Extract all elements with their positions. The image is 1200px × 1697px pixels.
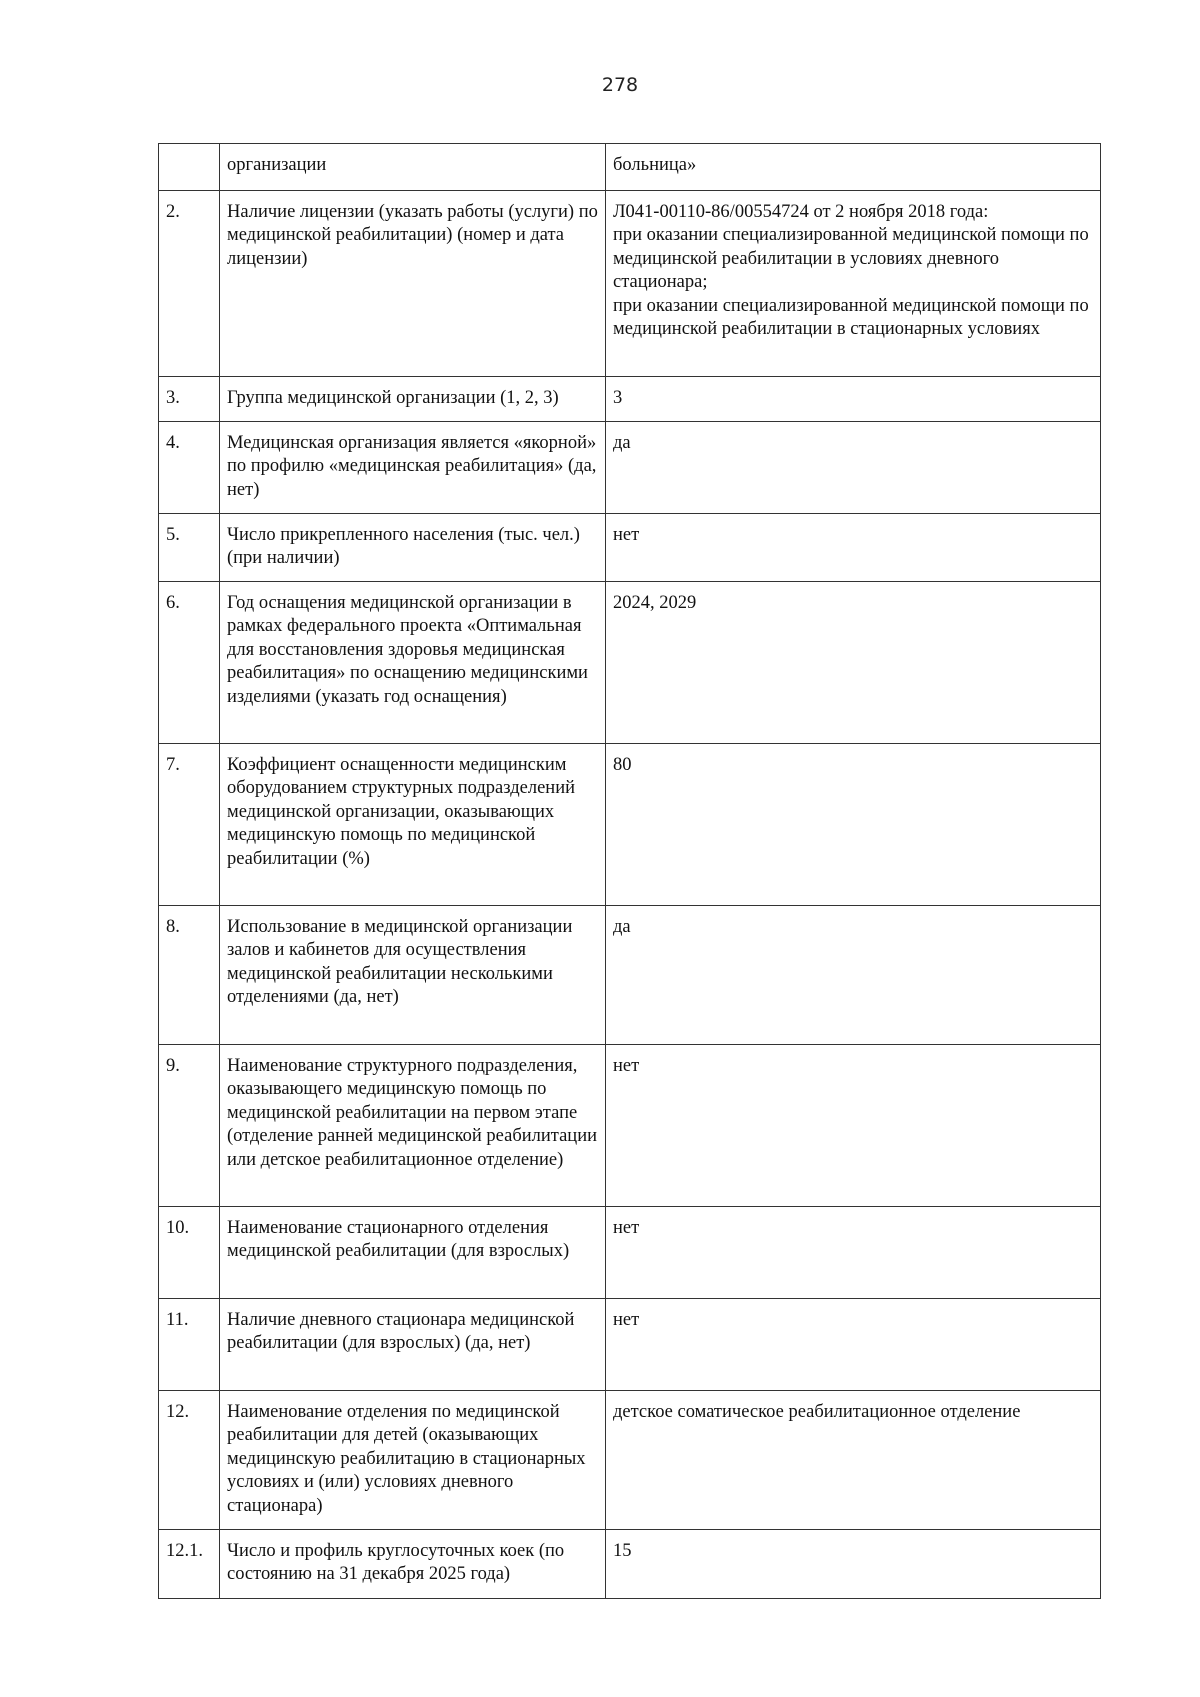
row-value: 2024, 2029	[606, 582, 1101, 744]
row-label: Наличие лицензии (указать работы (услуги) по медицинской реабилитации) (номер и дата лицензии)	[220, 191, 606, 377]
row-value: да	[606, 906, 1101, 1045]
page-number: 278	[601, 74, 639, 96]
table-row	[159, 582, 1101, 744]
row-value: нет	[606, 1045, 1101, 1207]
row-number: 8.	[159, 906, 220, 1045]
row-value: нет	[606, 1299, 1101, 1391]
row-value: нет	[606, 514, 1101, 582]
table-row	[159, 1207, 1101, 1299]
row-value: 15	[606, 1530, 1101, 1599]
row-number: 12.1.	[159, 1530, 220, 1599]
row-label: Число прикрепленного населения (тыс. чел.) (при наличии)	[220, 514, 606, 582]
row-number: 10.	[159, 1207, 220, 1299]
table-row	[159, 1391, 1101, 1530]
table-row	[159, 191, 1101, 377]
row-label: Наличие дневного стационара медицинской реабилитации (для взрослых) (да, нет)	[220, 1299, 606, 1391]
row-number: 6.	[159, 582, 220, 744]
row-label: Наименование стационарного отделения медицинской реабилитации (для взрослых)	[220, 1207, 606, 1299]
table-row	[159, 906, 1101, 1045]
row-label: Год оснащения медицинской организации в рамках федерального проекта «Оптимальная для восстановления здоровья медицинская реабилитация» по оснащению медицинскими изделиями (указать год оснащения)	[220, 582, 606, 744]
row-label: Наименование отделения по медицинской реабилитации для детей (оказывающих медицинскую реабилитацию в стационарных условиях и (или) условиях дневного стационара)	[220, 1391, 606, 1530]
table-row	[159, 1045, 1101, 1207]
row-number	[159, 144, 220, 191]
row-number: 11.	[159, 1299, 220, 1391]
row-label: Коэффициент оснащенности медицинским оборудованием структурных подразделений медицинской организации, оказывающих медицинскую помощь по медицинской реабилитации (%)	[220, 744, 606, 906]
table-row	[159, 514, 1101, 582]
row-label: организации	[220, 144, 606, 191]
info-table	[158, 143, 1101, 1599]
row-number: 9.	[159, 1045, 220, 1207]
row-number: 5.	[159, 514, 220, 582]
row-value: больница»	[606, 144, 1101, 191]
row-number: 12.	[159, 1391, 220, 1530]
row-value: Л041-00110-86/00554724 от 2 ноября 2018 года: при оказании специализированной медицинской помощи по медицинской реабилитации в условиях дневного стационара; при оказании специализированной медицинской помощи по медицинской реабилитации в стационарных условиях	[606, 191, 1101, 377]
row-label: Использование в медицинской организации залов и кабинетов для осуществления медицинской реабилитации несколькими отделениями (да, нет)	[220, 906, 606, 1045]
table-row	[159, 144, 1101, 191]
row-value: детское соматическое реабилитационное отделение	[606, 1391, 1101, 1530]
row-number: 3.	[159, 377, 220, 422]
table-row	[159, 377, 1101, 422]
row-label: Группа медицинской организации (1, 2, 3)	[220, 377, 606, 422]
row-value: 80	[606, 744, 1101, 906]
row-label: Наименование структурного подразделения, оказывающего медицинскую помощь по медицинской реабилитации на первом этапе (отделение ранней медицинской реабилитации или детское реабилитационное отделение)	[220, 1045, 606, 1207]
table-row	[159, 744, 1101, 906]
row-label: Число и профиль круглосуточных коек (по состоянию на 31 декабря 2025 года)	[220, 1530, 606, 1599]
row-value: да	[606, 422, 1101, 514]
row-value: 3	[606, 377, 1101, 422]
row-number: 7.	[159, 744, 220, 906]
row-label: Медицинская организация является «якорной» по профилю «медицинская реабилитация» (да, нет)	[220, 422, 606, 514]
table-row	[159, 1299, 1101, 1391]
row-number: 4.	[159, 422, 220, 514]
row-value: нет	[606, 1207, 1101, 1299]
table-row	[159, 422, 1101, 514]
table-row	[159, 1530, 1101, 1599]
row-number: 2.	[159, 191, 220, 377]
